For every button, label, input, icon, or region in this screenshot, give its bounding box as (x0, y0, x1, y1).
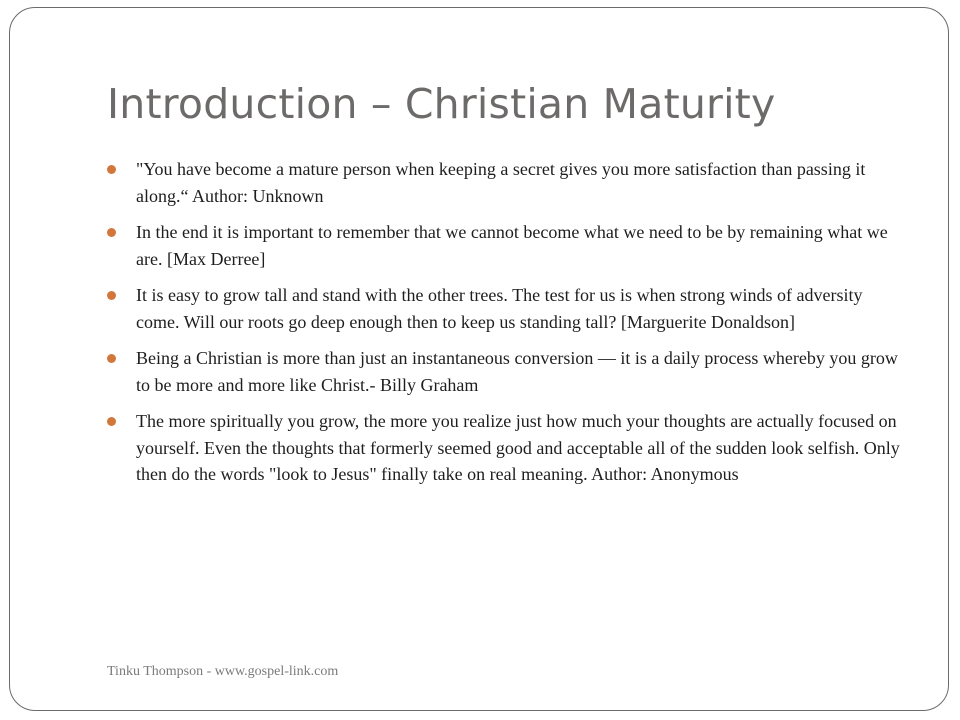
bullet-dot-icon (107, 354, 116, 363)
slide-title: Introduction – Christian Maturity (107, 80, 776, 128)
bullet-text: The more spiritually you grow, the more you realize just how much your thoughts are actually focused on yourself. Even the thoughts that formerly seemed good and acceptable all of the sudden look selfish. Only then do the words "look to Jesus" finally take on real meaning. Author: Anonymous (136, 411, 900, 484)
bullet-text: Being a Christian is more than just an instantaneous conversion — it is a daily process whereby you grow to be more and more like Christ.- Billy Graham (136, 348, 898, 395)
bullet-dot-icon (107, 165, 116, 174)
bullet-item (105, 282, 905, 335)
bullet-item (105, 345, 905, 398)
bullet-list (105, 156, 905, 498)
bullet-item (105, 156, 905, 209)
bullet-dot-icon (107, 291, 116, 300)
bullet-dot-icon (107, 228, 116, 237)
bullet-text: It is easy to grow tall and stand with the other trees. The test for us is when strong winds of adversity come. Will our roots go deep enough then to keep us standing tall? [Marguerite Donaldson] (136, 285, 863, 332)
bullet-text: In the end it is important to remember that we cannot become what we need to be by remaining what we are. [Max Derree] (136, 222, 888, 269)
bullet-item (105, 219, 905, 272)
bullet-item (105, 408, 905, 488)
slide-footer: Tinku Thompson - www.gospel-link.com (107, 664, 339, 679)
bullet-text: "You have become a mature person when keeping a secret gives you more satisfaction than passing it along.“ Author: Unknown (136, 159, 866, 206)
bullet-dot-icon (107, 417, 116, 426)
